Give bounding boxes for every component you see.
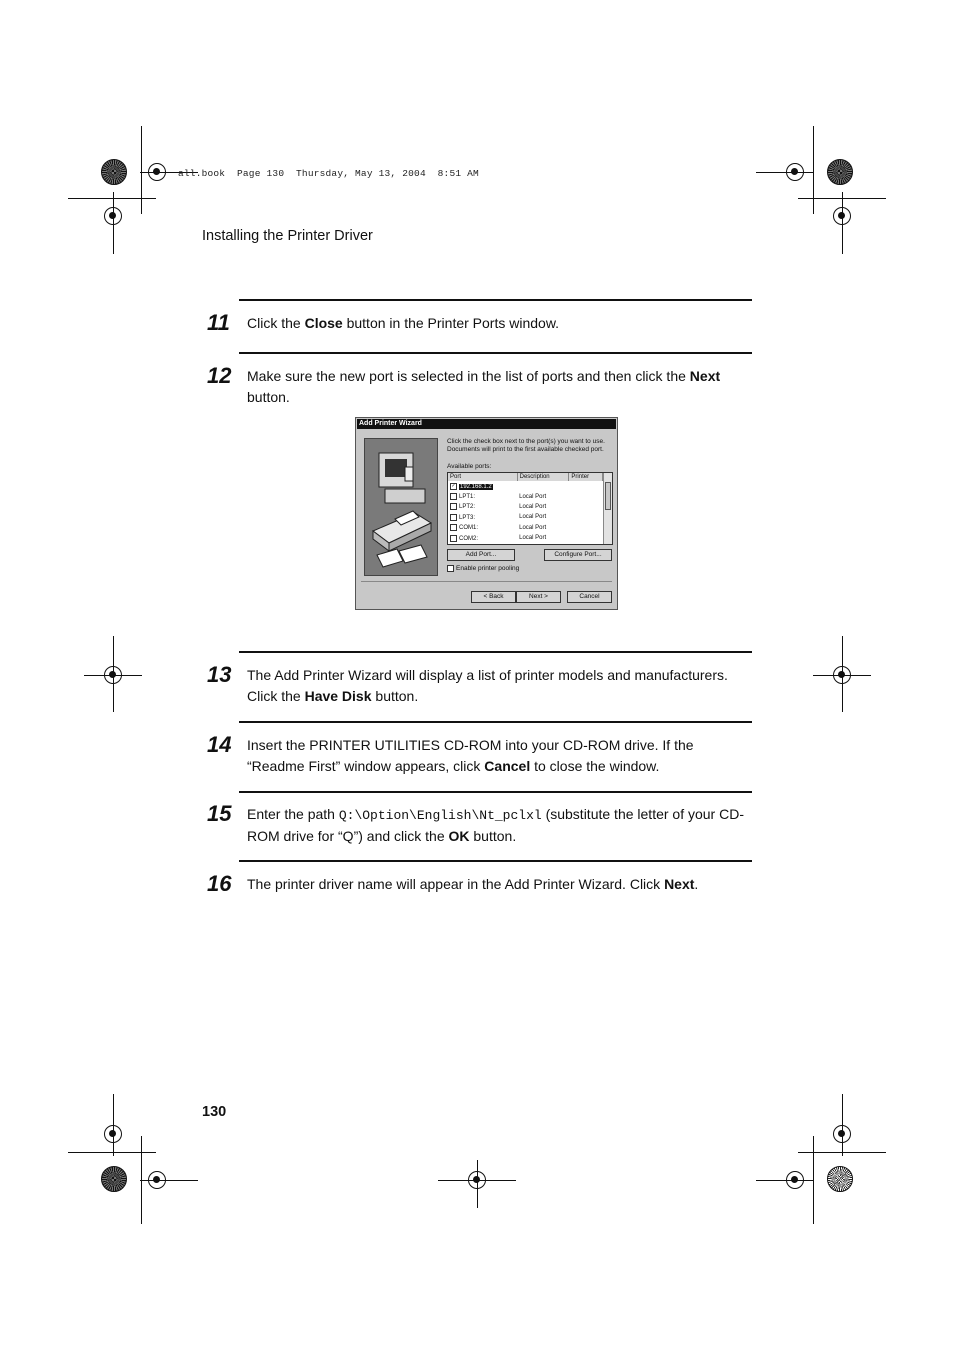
crop-line bbox=[842, 636, 843, 712]
crop-line bbox=[813, 126, 814, 214]
next-button[interactable]: Next > bbox=[516, 591, 561, 603]
back-button[interactable]: < Back bbox=[471, 591, 516, 603]
ports-table bbox=[448, 473, 603, 543]
ports-list[interactable] bbox=[447, 472, 613, 545]
pooling-label: Enable printer pooling bbox=[456, 565, 520, 573]
checkbox-icon[interactable] bbox=[450, 524, 457, 531]
step-rule bbox=[239, 721, 752, 723]
dialog-title: Add Printer Wizard bbox=[357, 419, 616, 429]
step-number: 13 bbox=[207, 662, 232, 687]
crop-line bbox=[842, 192, 843, 254]
port-row[interactable]: ✓ 192.168.1.2 bbox=[451, 482, 492, 490]
crop-line bbox=[756, 172, 814, 173]
computer-printer-icon bbox=[365, 439, 437, 575]
column-header[interactable]: Port bbox=[448, 473, 517, 481]
step-number: 16 bbox=[207, 871, 232, 896]
add-printer-wizard-screenshot bbox=[355, 417, 618, 610]
configure-port-button[interactable]: Configure Port... bbox=[544, 549, 612, 561]
port-row[interactable]: COM2: Local Port bbox=[448, 533, 603, 543]
checkbox-icon[interactable] bbox=[450, 493, 457, 500]
ports-scrollbar[interactable] bbox=[603, 473, 612, 544]
checkbox-icon[interactable] bbox=[447, 565, 454, 572]
crop-line bbox=[477, 1160, 478, 1208]
crop-line bbox=[113, 192, 114, 254]
crop-line bbox=[113, 636, 114, 712]
step-rule bbox=[239, 352, 752, 354]
registration-disc-icon bbox=[101, 159, 127, 185]
step-rule bbox=[239, 299, 752, 301]
step-text: The printer driver name will appear in the Add Printer Wizard. Click Next. bbox=[247, 876, 699, 892]
checkbox-checked-icon[interactable]: ✓ bbox=[451, 482, 456, 489]
available-ports-label: Available ports: bbox=[447, 463, 492, 470]
pooling-option[interactable] bbox=[447, 565, 519, 572]
port-row[interactable]: LPT3: Local Port bbox=[448, 512, 603, 522]
registration-disc-icon bbox=[101, 1166, 127, 1192]
print-slug: all.book Page 130 Thursday, May 13, 2004 8:51 AM bbox=[178, 168, 479, 179]
crop-line bbox=[68, 198, 156, 199]
dialog-instructions: Click the check box next to the port(s) you want to use. Documents will print to the first available checked port. bbox=[447, 438, 605, 453]
step-number: 12 bbox=[207, 363, 232, 388]
registration-disc-icon bbox=[827, 159, 853, 185]
step-text: Enter the path Q:\Option\English\Nt_pclxl (substitute the letter of your CD-ROM drive for “Q”) and click the OK button. bbox=[247, 806, 744, 844]
step-text: Insert the PRINTER UTILITIES CD-ROM into your CD-ROM drive. If the “Readme First” window appears, click Cancel to close the window. bbox=[247, 737, 694, 774]
scrollbar-thumb[interactable] bbox=[605, 482, 611, 510]
cancel-button[interactable]: Cancel bbox=[567, 591, 612, 603]
crop-line bbox=[842, 1094, 843, 1156]
column-header[interactable]: Printer bbox=[569, 473, 603, 481]
crop-line bbox=[113, 1094, 114, 1156]
file-path: Q:\Option\English\Nt_pclxl bbox=[338, 808, 542, 823]
crop-line bbox=[68, 1152, 156, 1153]
step-text: The Add Printer Wizard will display a list of printer models and manufacturers. Click the Have Disk button. bbox=[247, 667, 728, 704]
step-rule bbox=[239, 860, 752, 862]
port-row[interactable]: LPT2: Local Port bbox=[448, 502, 603, 512]
checkbox-icon[interactable] bbox=[450, 535, 457, 542]
step-text: Make sure the new port is selected in the list of ports and then click the Next button. bbox=[247, 368, 721, 405]
crop-line bbox=[141, 126, 142, 214]
checkbox-icon[interactable] bbox=[450, 514, 457, 521]
step-rule bbox=[239, 791, 752, 793]
dialog-separator bbox=[361, 581, 612, 582]
port-row[interactable]: COM1: Local Port bbox=[448, 523, 603, 533]
printer-illustration bbox=[364, 438, 438, 576]
step-number: 15 bbox=[207, 801, 232, 826]
registration-disc-icon bbox=[827, 1166, 853, 1192]
port-row[interactable]: LPT1: Local Port bbox=[448, 491, 603, 501]
step-rule bbox=[239, 651, 752, 653]
crop-line bbox=[756, 1180, 814, 1181]
running-head: Installing the Printer Driver bbox=[202, 228, 373, 244]
column-header[interactable]: Description bbox=[517, 473, 569, 481]
ports-header bbox=[448, 473, 603, 481]
add-port-button[interactable]: Add Port... bbox=[447, 549, 515, 561]
step-number: 11 bbox=[207, 310, 230, 335]
crop-line bbox=[140, 1180, 198, 1181]
step-number: 14 bbox=[207, 732, 232, 757]
checkbox-icon[interactable] bbox=[450, 503, 457, 510]
step-text: Click the Close button in the Printer Ports window. bbox=[247, 315, 560, 331]
page-number: 130 bbox=[202, 1104, 227, 1120]
